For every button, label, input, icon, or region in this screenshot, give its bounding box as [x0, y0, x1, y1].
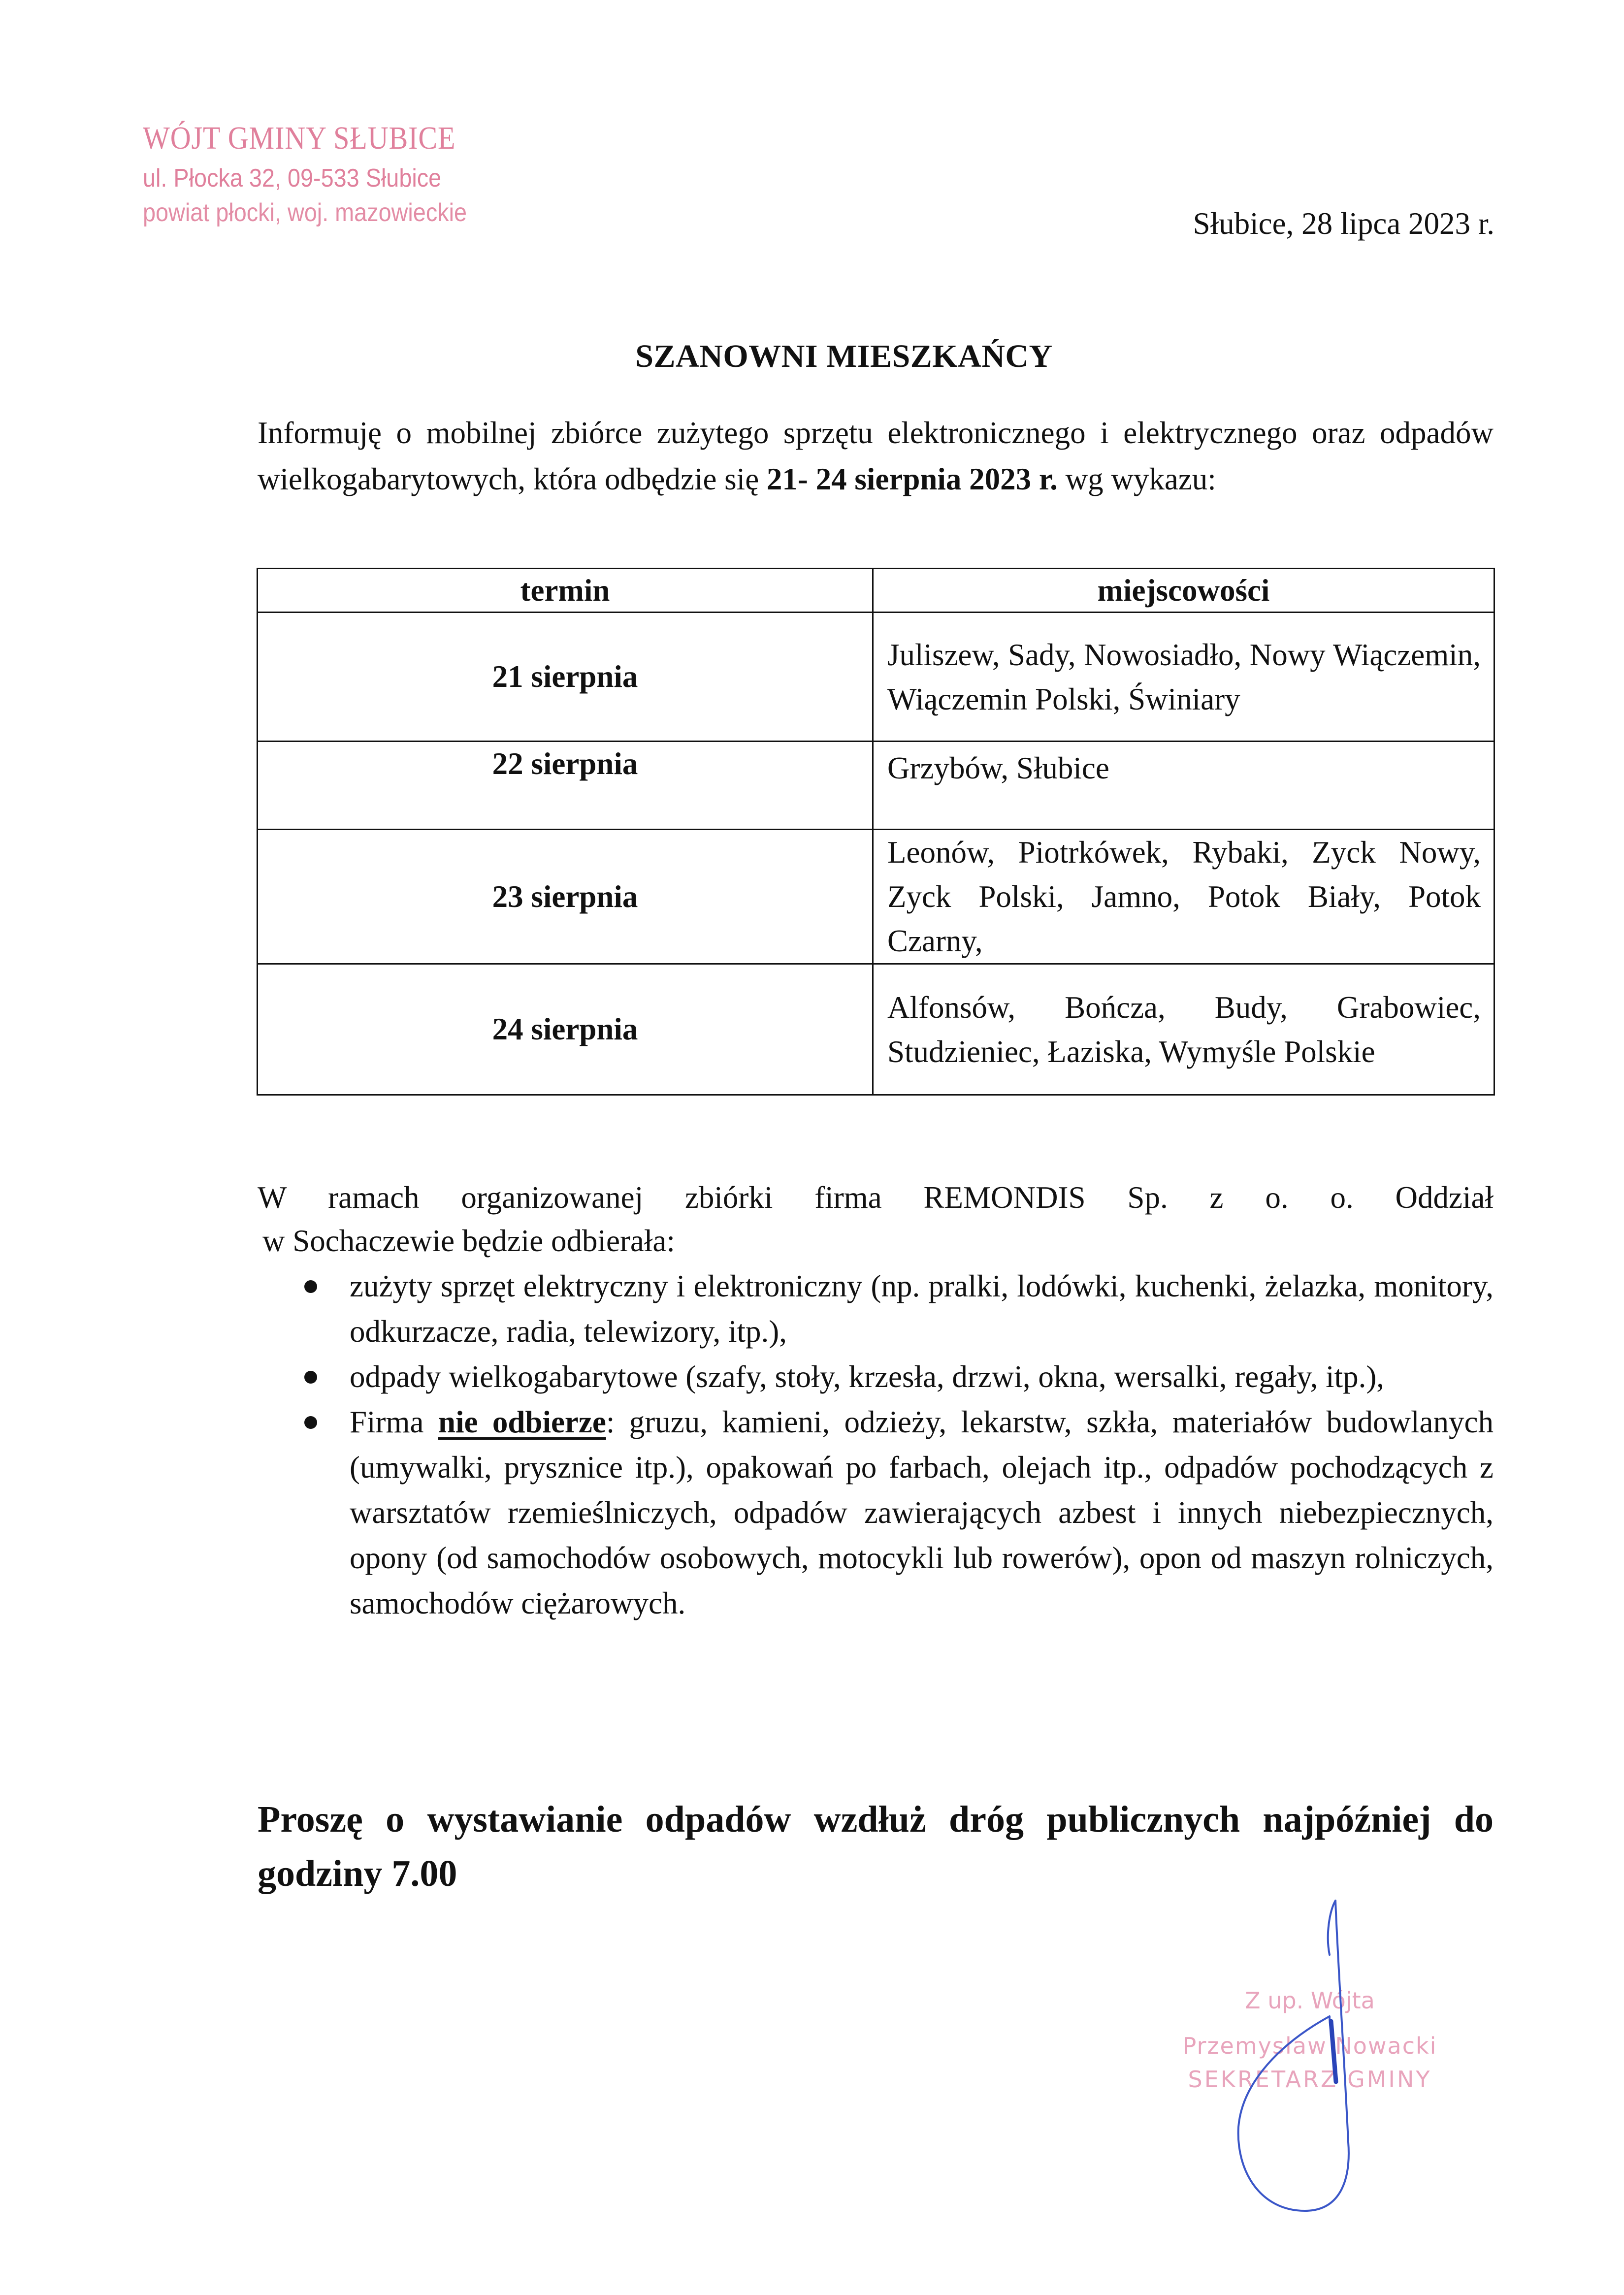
list-item-prefix: Firma — [350, 1405, 438, 1439]
row-term: 22 sierpnia — [258, 742, 873, 830]
handwritten-signature-icon — [1182, 1896, 1477, 2240]
row-term: 21 sierpnia — [258, 613, 873, 742]
stamp-region: powiat płocki, woj. mazowieckie — [143, 198, 467, 227]
stamp-signatory-role: SEKRETARZ GMINY — [1188, 2066, 1432, 2093]
stamp-on-behalf: Z up. Wójta — [1245, 1987, 1375, 2014]
accepted-items-list — [300, 1263, 1494, 1626]
not-accepted-emphasis: nie odbierze — [438, 1405, 606, 1439]
list-item — [300, 1354, 1494, 1399]
table-row — [258, 742, 1494, 830]
municipal-header-stamp — [143, 122, 503, 226]
table-row — [258, 613, 1494, 742]
list-item-text: : gruzu, kamieni, odzieży, lekarstw, szkła, materiałów budowlanych (umywalki, prysznice itp.), opakowań po farbach, olejach itp., odpadów pochodzących z warsztatów rzemieślniczych, odpadów zawierających azbest i innych niebezpiecznych, opony (od samochodów osobowych, motocykli lub rowerów), opon od maszyn rolniczych, samochodów ciężarowych. — [350, 1405, 1494, 1620]
list-item — [300, 1263, 1494, 1354]
closing-request: Proszę o wystawianie odpadów wzdłuż dróg publicznych najpóźniej do godziny 7.00 — [258, 1799, 1494, 1894]
row-places: Grzybów, Słubice — [873, 742, 1494, 830]
list-item — [300, 1399, 1494, 1626]
table-row — [258, 830, 1494, 964]
stamp-office-name: WÓJT GMINY SŁUBICE — [143, 120, 456, 156]
table-header-row — [258, 569, 1494, 613]
row-places: Juliszew, Sady, Nowosiadło, Nowy Wiączemin, Wiączemin Polski, Świniary — [873, 613, 1494, 742]
stamp-address: ul. Płocka 32, 09-533 Słubice — [143, 164, 442, 193]
collection-date-range: 21- 24 sierpnia 2023 r. — [766, 462, 1058, 496]
column-header-places: miejscowości — [873, 569, 1494, 613]
column-header-term: termin — [258, 569, 873, 613]
document-date: Słubice, 28 lipca 2023 r. — [1193, 206, 1494, 241]
collection-info-line2: w Sochaczewie będzie odbierała: — [262, 1224, 675, 1258]
row-term: 23 sierpnia — [258, 830, 873, 964]
intro-paragraph — [258, 410, 1494, 502]
collection-schedule-table — [257, 568, 1495, 1096]
bullet-icon — [304, 1416, 317, 1429]
intro-text: Informuję o mobilnej zbiórce zużytego sprzętu elektronicznego i elektrycznego oraz odpadów wielkogabarytowych, która odbędzie się — [258, 416, 1494, 496]
bullet-icon — [304, 1280, 317, 1293]
list-item-text: zużyty sprzęt elektryczny i elektroniczny (np. pralki, lodówki, kuchenki, żelazka, monitory, odkurzacze, radia, telewizory, itp.), — [350, 1269, 1494, 1349]
stamp-signatory-name: Przemysław Nowacki — [1182, 2033, 1437, 2059]
bullet-icon — [304, 1371, 317, 1384]
row-places: Alfonsów, Bończa, Budy, Grabowiec, Studzieniec, Łaziska, Wymyśle Polskie — [873, 964, 1494, 1095]
row-places: Leonów, Piotrkówek, Rybaki, Zyck Nowy, Zyck Polski, Jamno, Potok Biały, Potok Czarny, — [873, 830, 1494, 964]
collection-info-line1: W ramach organizowanej zbiórki firma REMONDIS Sp. z o. o. Oddział — [258, 1180, 1494, 1215]
table-row — [258, 964, 1494, 1095]
document-title: SZANOWNI MIESZKAŃCY — [635, 338, 1053, 374]
list-item-text: odpady wielkogabarytowe (szafy, stoły, krzesła, drzwi, okna, wersalki, regały, itp.), — [350, 1359, 1385, 1394]
row-term: 24 sierpnia — [258, 964, 873, 1095]
collection-info-paragraph — [258, 1176, 1494, 1262]
intro-text-end: wg wykazu: — [1057, 462, 1216, 496]
